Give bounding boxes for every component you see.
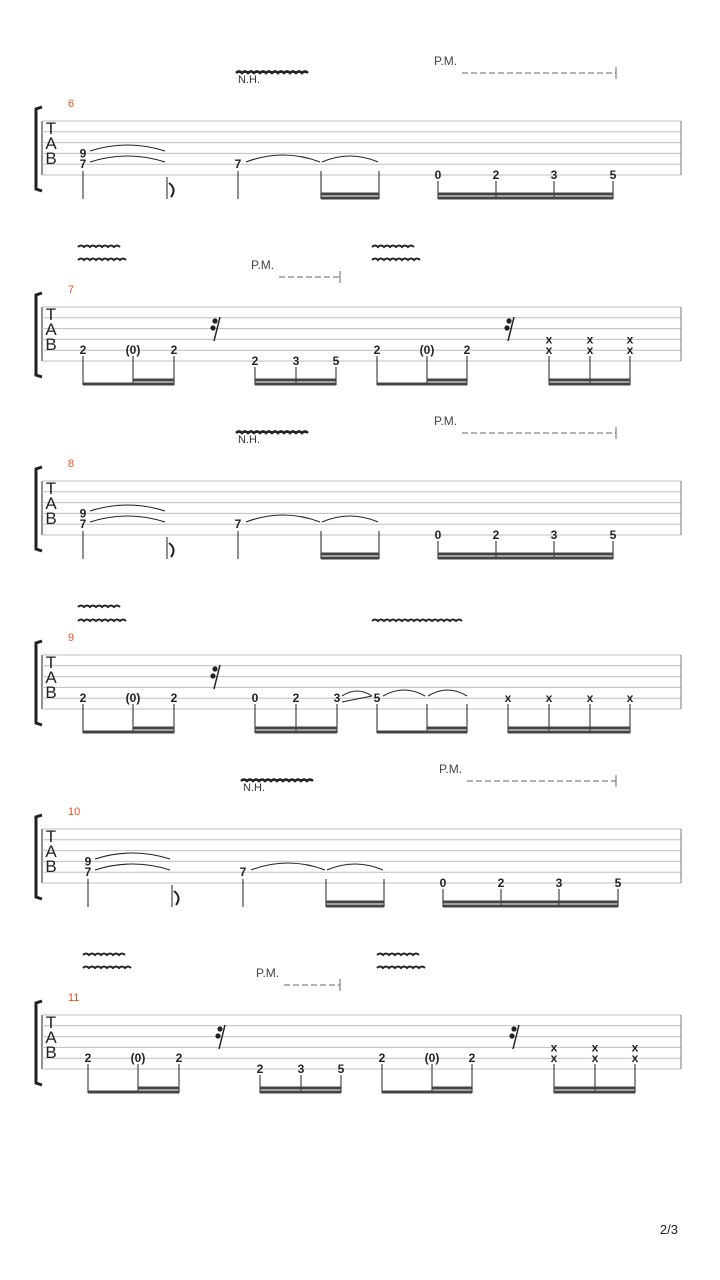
staff-bracket — [36, 1001, 42, 1085]
note-flag — [174, 891, 179, 905]
natural-harmonic — [236, 432, 308, 447]
fret-number: 2 — [251, 354, 259, 368]
vibrato-wave — [83, 967, 131, 969]
natural-harmonic-label: N.H. — [238, 74, 260, 86]
vibrato-wave — [372, 259, 420, 261]
palm-mute — [434, 54, 616, 79]
fret-number: 2 — [170, 343, 178, 358]
fret-number: 2 — [292, 691, 300, 706]
dead-note: x — [545, 691, 553, 706]
fret-number: 7 — [84, 865, 92, 880]
natural-harmonic-label: N.H. — [243, 782, 265, 794]
dead-note: x — [626, 691, 634, 706]
fret-number: 2 — [468, 1051, 476, 1066]
tab-clef-letter: A — [45, 842, 57, 861]
palm-mute — [439, 762, 616, 787]
tie — [90, 156, 165, 162]
dead-note: x — [545, 332, 553, 347]
rest-dot — [506, 318, 511, 323]
fret-number: 0 — [251, 691, 259, 706]
dead-note: x — [550, 1051, 558, 1066]
fret-number: 7 — [234, 517, 242, 532]
tab-staff — [36, 458, 681, 559]
dead-note: x — [591, 1051, 599, 1066]
fret-number: 7 — [234, 157, 242, 172]
fret-number: 5 — [337, 1062, 345, 1076]
dead-note: x — [586, 691, 594, 706]
fret-number: 0 — [439, 876, 447, 890]
fret-number: 2 — [175, 1051, 183, 1066]
palm-mute — [251, 258, 340, 283]
tab-clef-letter: B — [45, 335, 57, 354]
fret-number: 2 — [170, 691, 178, 706]
slide-line — [342, 696, 372, 702]
vibrato-wave — [236, 432, 308, 434]
fret-number: 5 — [609, 168, 617, 182]
fret-number: (0) — [130, 1051, 146, 1066]
tab-staff — [36, 632, 681, 733]
dead-note: x — [504, 691, 512, 706]
fret-number: 0 — [434, 168, 442, 182]
rest-dot — [212, 318, 217, 323]
fret-number: 2 — [84, 1051, 92, 1066]
fret-number: (0) — [419, 343, 435, 358]
note-flag — [169, 183, 174, 197]
natural-harmonic — [236, 72, 308, 87]
natural-harmonic — [241, 780, 313, 795]
tab-clef-letter: T — [45, 305, 57, 324]
rest-dot — [504, 325, 509, 330]
vibrato-wave — [377, 967, 425, 969]
vibrato-wave — [78, 620, 126, 622]
vibrato-wave — [83, 954, 125, 956]
tab-staff — [36, 98, 681, 199]
tab-clef-letter: T — [45, 119, 57, 138]
fret-number: 2 — [463, 343, 471, 358]
palm-mute-label: P.M. — [251, 258, 275, 272]
palm-mute — [256, 966, 340, 991]
tie — [90, 516, 165, 522]
tab-staff — [36, 806, 681, 907]
staff-bracket — [36, 107, 42, 191]
fret-number: 3 — [292, 354, 300, 368]
vibrato-wave — [377, 954, 419, 956]
vibrato-wave — [78, 246, 120, 248]
dead-note: x — [545, 343, 553, 358]
palm-mute-label: P.M. — [256, 966, 280, 980]
tie — [251, 863, 325, 870]
rest-dot — [509, 1033, 514, 1038]
tab-clef-letter: A — [45, 320, 57, 339]
tie — [327, 864, 383, 870]
measure-number: 7 — [68, 284, 75, 296]
tab-clef-letter: T — [45, 1013, 57, 1032]
fret-number: 7 — [79, 517, 87, 532]
dead-note: x — [591, 1040, 599, 1055]
tab-clef-letter: A — [45, 134, 57, 153]
staff-bracket — [36, 815, 42, 899]
fret-number: 2 — [497, 876, 505, 890]
fret-number: 2 — [79, 691, 87, 706]
fret-number: 5 — [373, 691, 381, 706]
tie — [95, 853, 170, 859]
palm-mute-label: P.M. — [434, 54, 458, 68]
fret-number: 2 — [79, 343, 87, 358]
fret-number: 9 — [79, 506, 87, 521]
vibrato-wave — [241, 780, 313, 782]
rest-dot — [212, 666, 217, 671]
tie — [90, 505, 165, 511]
tie — [246, 515, 320, 522]
fret-number: 7 — [79, 157, 87, 172]
vibrato-wave — [372, 620, 462, 622]
fret-number: 2 — [378, 1051, 386, 1066]
fret-number: 5 — [609, 528, 617, 542]
tab-clef-letter: B — [45, 1043, 57, 1062]
tab-staff — [36, 284, 681, 385]
tab-clef-letter: B — [45, 857, 57, 876]
tie — [95, 864, 170, 870]
fret-number: (0) — [125, 691, 141, 706]
rest-dot — [210, 673, 215, 678]
measure-number: 8 — [68, 458, 75, 470]
fret-number: 5 — [332, 354, 340, 368]
tie — [322, 516, 378, 522]
fret-number: 3 — [555, 876, 563, 890]
natural-harmonic-label: N.H. — [238, 434, 260, 446]
measure-number: 6 — [68, 98, 75, 110]
fret-number: 9 — [84, 854, 92, 869]
measure-number: 11 — [68, 992, 80, 1004]
fret-number: (0) — [125, 343, 141, 358]
fret-number: 2 — [492, 168, 500, 182]
tab-clef-letter: A — [45, 668, 57, 687]
vibrato-wave — [236, 72, 308, 74]
palm-mute — [434, 414, 616, 439]
palm-mute-label: P.M. — [434, 414, 458, 428]
vibrato-wave — [78, 606, 120, 608]
fret-number: 0 — [434, 528, 442, 542]
fret-number: 3 — [550, 168, 558, 182]
fret-number: 2 — [373, 343, 381, 358]
tie — [383, 690, 425, 696]
page-number: 2/3 — [659, 1222, 678, 1237]
tab-clef-letter: A — [45, 494, 57, 513]
fret-number: 3 — [550, 528, 558, 542]
dead-note: x — [631, 1051, 639, 1066]
dead-note: x — [631, 1040, 639, 1055]
tie — [342, 691, 372, 696]
note-flag — [169, 543, 174, 557]
measure-number: 10 — [68, 806, 81, 818]
tie — [246, 155, 320, 162]
rest-dot — [210, 325, 215, 330]
rest-dot — [215, 1033, 220, 1038]
rest-dot — [217, 1026, 222, 1031]
dead-note: x — [626, 343, 634, 358]
tab-clef-letter: T — [45, 653, 57, 672]
vibrato-wave — [372, 246, 414, 248]
staff-bracket — [36, 467, 42, 551]
staff-bracket — [36, 293, 42, 377]
tab-clef-letter: A — [45, 1028, 57, 1047]
tab-staff — [36, 992, 681, 1093]
tab-clef-letter: T — [45, 479, 57, 498]
fret-number: 7 — [239, 865, 247, 880]
tab-clef-letter: T — [45, 827, 57, 846]
fret-number: 3 — [297, 1062, 305, 1076]
tie — [90, 145, 165, 151]
tab-clef-letter: B — [45, 683, 57, 702]
rest-dot — [511, 1026, 516, 1031]
fret-number: 2 — [492, 528, 500, 542]
palm-mute-label: P.M. — [439, 762, 463, 776]
vibrato-wave — [78, 259, 126, 261]
tie — [322, 156, 378, 162]
fret-number: (0) — [424, 1051, 440, 1066]
measure-number: 9 — [68, 632, 75, 644]
dead-note: x — [626, 332, 634, 347]
fret-number: 3 — [333, 691, 341, 706]
tab-clef-letter: B — [45, 509, 57, 528]
dead-note: x — [586, 343, 594, 358]
fret-number: 5 — [614, 876, 622, 890]
tie — [428, 690, 467, 696]
dead-note: x — [550, 1040, 558, 1055]
fret-number: 9 — [79, 146, 87, 161]
staff-bracket — [36, 641, 42, 725]
fret-number: 2 — [256, 1062, 264, 1076]
tab-clef-letter: B — [45, 149, 57, 168]
dead-note: x — [586, 332, 594, 347]
